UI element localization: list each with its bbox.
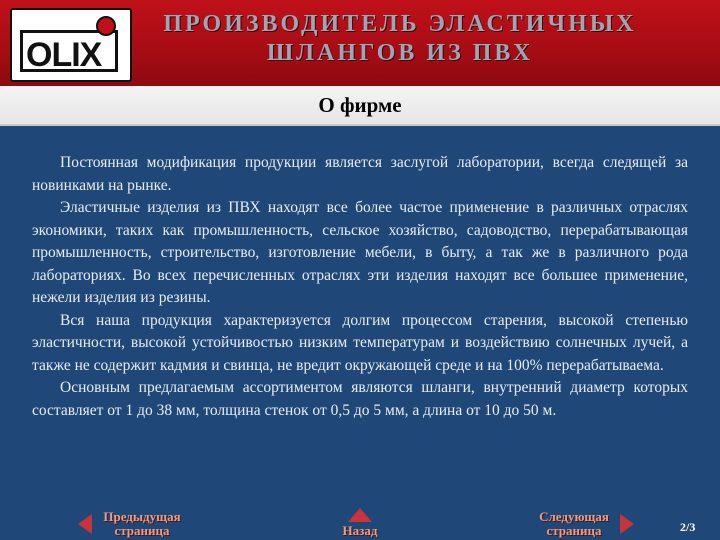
paragraph: Эластичные изделия из ПВХ находят все более частое применение в различных отраслях экономики, таких как промышленность, сельское хозяйство, садоводство, перерабатывающая промышленность, строительство, изготовление мебели, в быту, а так же в различного рода лабораториях. Во всех перечисленных отраслях эти изделия находят все большее применение, нежели изделия из резины. [32,199,688,306]
about-content [32,152,688,422]
page-number: 2/3 [680,520,696,534]
section-title: О фирме [318,93,402,117]
company-logo [10,8,132,82]
previous-page-label-2: страница [114,523,170,538]
previous-page-button[interactable] [94,510,190,538]
logo-text: OLIX [26,36,102,74]
header-title-line-1: ПРОИЗВОДИТЕЛЬ ЭЛАСТИЧНЫХ [163,11,637,37]
paragraph: Постоянная модификация продукции является заслугой лаборатории, всегда следящей за новинками на рынке. [32,154,688,194]
next-page-button[interactable] [530,510,618,538]
home-arrow-icon[interactable] [348,508,372,522]
paragraph: Вся наша продукция характеризуется долгим процессом старения, высокой степенью эластичности, высокой устойчивостью низким температурам и воздействию солнечных лучей, а также не содержит кадмия и свинца, не вредит окружающей среде и на 100% перерабатываема. [32,311,688,374]
arrow-left-icon[interactable] [78,514,92,534]
previous-page-label-1: Предыдущая [103,509,181,524]
header-title-line-2: ШЛАНГОВ ИЗ ПВХ [266,40,534,66]
arrow-right-icon[interactable] [620,514,634,534]
next-page-label-1: Следующая [539,509,609,524]
logo-mark-icon [96,16,116,36]
back-button[interactable]: Назад [342,523,378,538]
next-page-label-2: страница [546,523,602,538]
page-header-title [140,10,660,68]
paragraph: Основным предлагаемым ассортиментом являются шланги, внутренний диаметр которых составляет от 1 до 38 мм, толщина стенок от 0,5 до 5 мм, а длина от 10 до 50 м. [32,379,688,419]
